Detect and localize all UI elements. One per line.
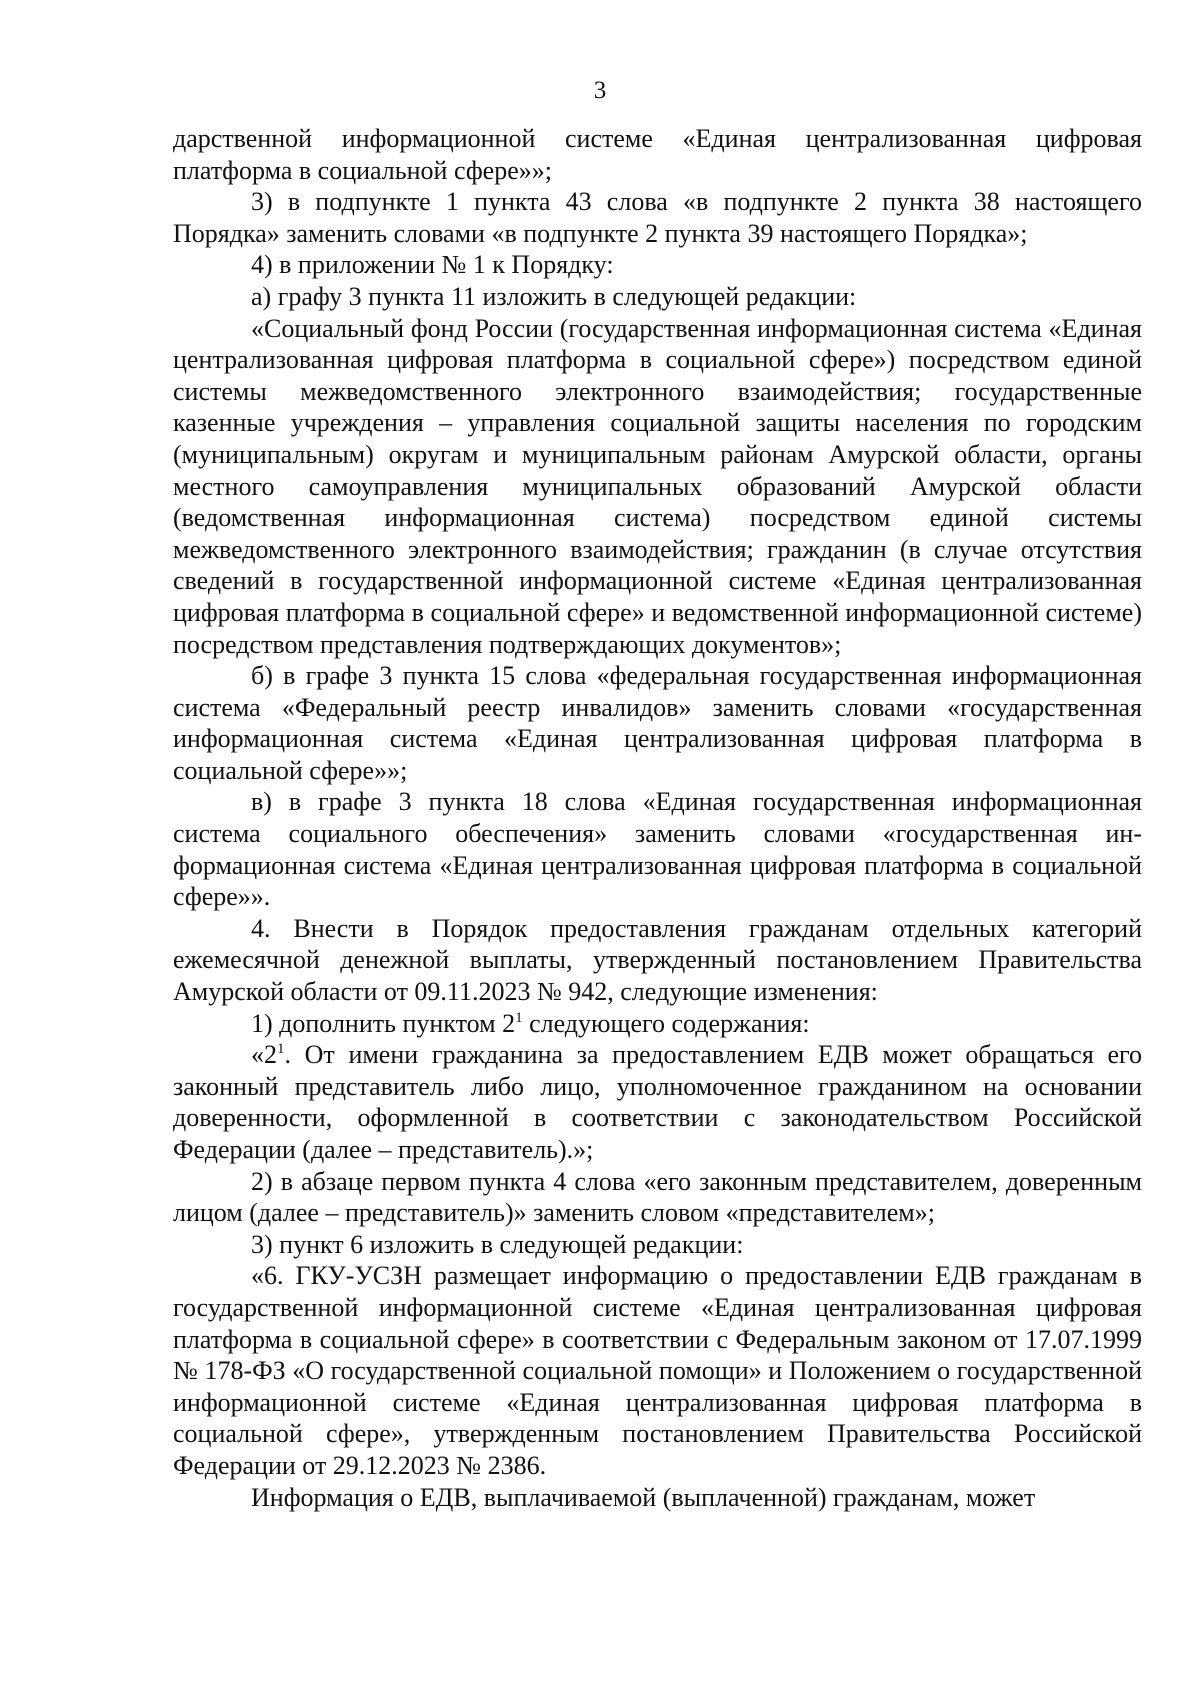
- paragraph-item-4b: б) в графе 3 пункта 15 слова «федеральная государственная информационная система «Федеральный реестр инвалидов» заменить словами «государственная информационная система «Единая централизованная цифровая платформа в социальной сфере»»;: [173, 661, 1142, 785]
- paragraph-item-3-point-6: 3) пункт 6 изложить в следующей редакции:: [251, 1229, 744, 1259]
- paragraph-item-1-add-point: [173, 1008, 1142, 1040]
- superscript: 1: [277, 1041, 285, 1058]
- paragraph-quoted-column-text: «Социальный фонд России (государственная информационная система «Единая централизованная цифровая платформа в социальной сфере») посредством единой системы межведомственного электронного взаимодействия; государственные казенные учреждения – управления социальной защиты населения по городским (муниципальным) округам и муниципальным районам Амурской области, органы местного самоуправления муниципальных образований Амурской области (ведомственная информационная система) посредством единой системы межведомственного электронного взаимодействия; гражданин (в случае отсутствия сведений в государственной информационной системе «Единая централизованная цифровая платформа в социальной сфере» и ведомственной информационной системе) посредством представления подтверждающих документов»;: [173, 313, 1142, 659]
- document-body: [173, 123, 1142, 1513]
- paragraph-section-4: 4. Внести в Порядок предоставления гражданам отдельных категорий ежемесячной денежной выплаты, утвержденный постановлением Правительства Амурской области от 09.11.2023 № 942, следующие изменения:: [173, 913, 1142, 1007]
- paragraph-item-4v: в) в графе 3 пункта 18 слова «Единая государственная информационная система социального обеспечения» заменить словами «государственная информационная система «Единая централизованная цифровая платформа в социальной сфере»».: [173, 787, 1142, 912]
- superscript: 1: [515, 1009, 523, 1026]
- paragraph-item-3: 3) в подпункте 1 пункта 43 слова «в подпункте 2 пункта 38 настоящего Порядка» заменить словами «в подпункте 2 пункта 39 настоящего Порядка»;: [173, 187, 1142, 248]
- paragraph-item-4a: а) графу 3 пункта 11 изложить в следующей редакции:: [251, 281, 857, 311]
- paragraph-continuation: дарственной информационной системе «Единая централизованная цифровая платформа в социальной сфере»»;: [173, 124, 1142, 185]
- page-number: 3: [593, 77, 607, 104]
- paragraph-edv-info: Информация о ЕДВ, выплачиваемой (выплаченной) гражданам, может: [251, 1482, 1036, 1512]
- text-before-superscript: «2: [251, 1040, 277, 1070]
- paragraph-quoted-point-2-1: [173, 1039, 1142, 1165]
- paragraph-quoted-point-6: «6. ГКУ-УСЗН размещает информацию о предоставлении ЕДВ гражданам в государственной информационной системе «Единая централизованная цифровая платформа в социальной сфере» в соответствии с Федеральным законом от 17.07.1999 № 178-ФЗ «О государственной социальной помощи» и Положением о государственной информационной системе «Единая централизованная цифровая платформа в социальной сфере», утвержденным постановлением Правительства Российской Федерации от 29.12.2023 № 2386.: [173, 1261, 1142, 1480]
- paragraph-item-2: 2) в абзаце первом пункта 4 слова «его законным представителем, доверенным лицом (далее – представитель)» заменить словом «представителем»;: [173, 1166, 1142, 1228]
- text-after-superscript: следующего содержания:: [522, 1008, 810, 1038]
- text-before-superscript: 1) дополнить пунктом 2: [251, 1008, 516, 1038]
- paragraph-item-4: 4) в приложении № 1 к Порядку:: [251, 250, 614, 280]
- text-after-superscript: . От имени гражданина за предоставлением ЕДВ может обращаться его законный представитель либо лицо, уполномоченное гражданином на основании доверенности, оформленной в соответствии с законодательством Российской Федерации (далее – представитель).»;: [173, 1040, 1142, 1164]
